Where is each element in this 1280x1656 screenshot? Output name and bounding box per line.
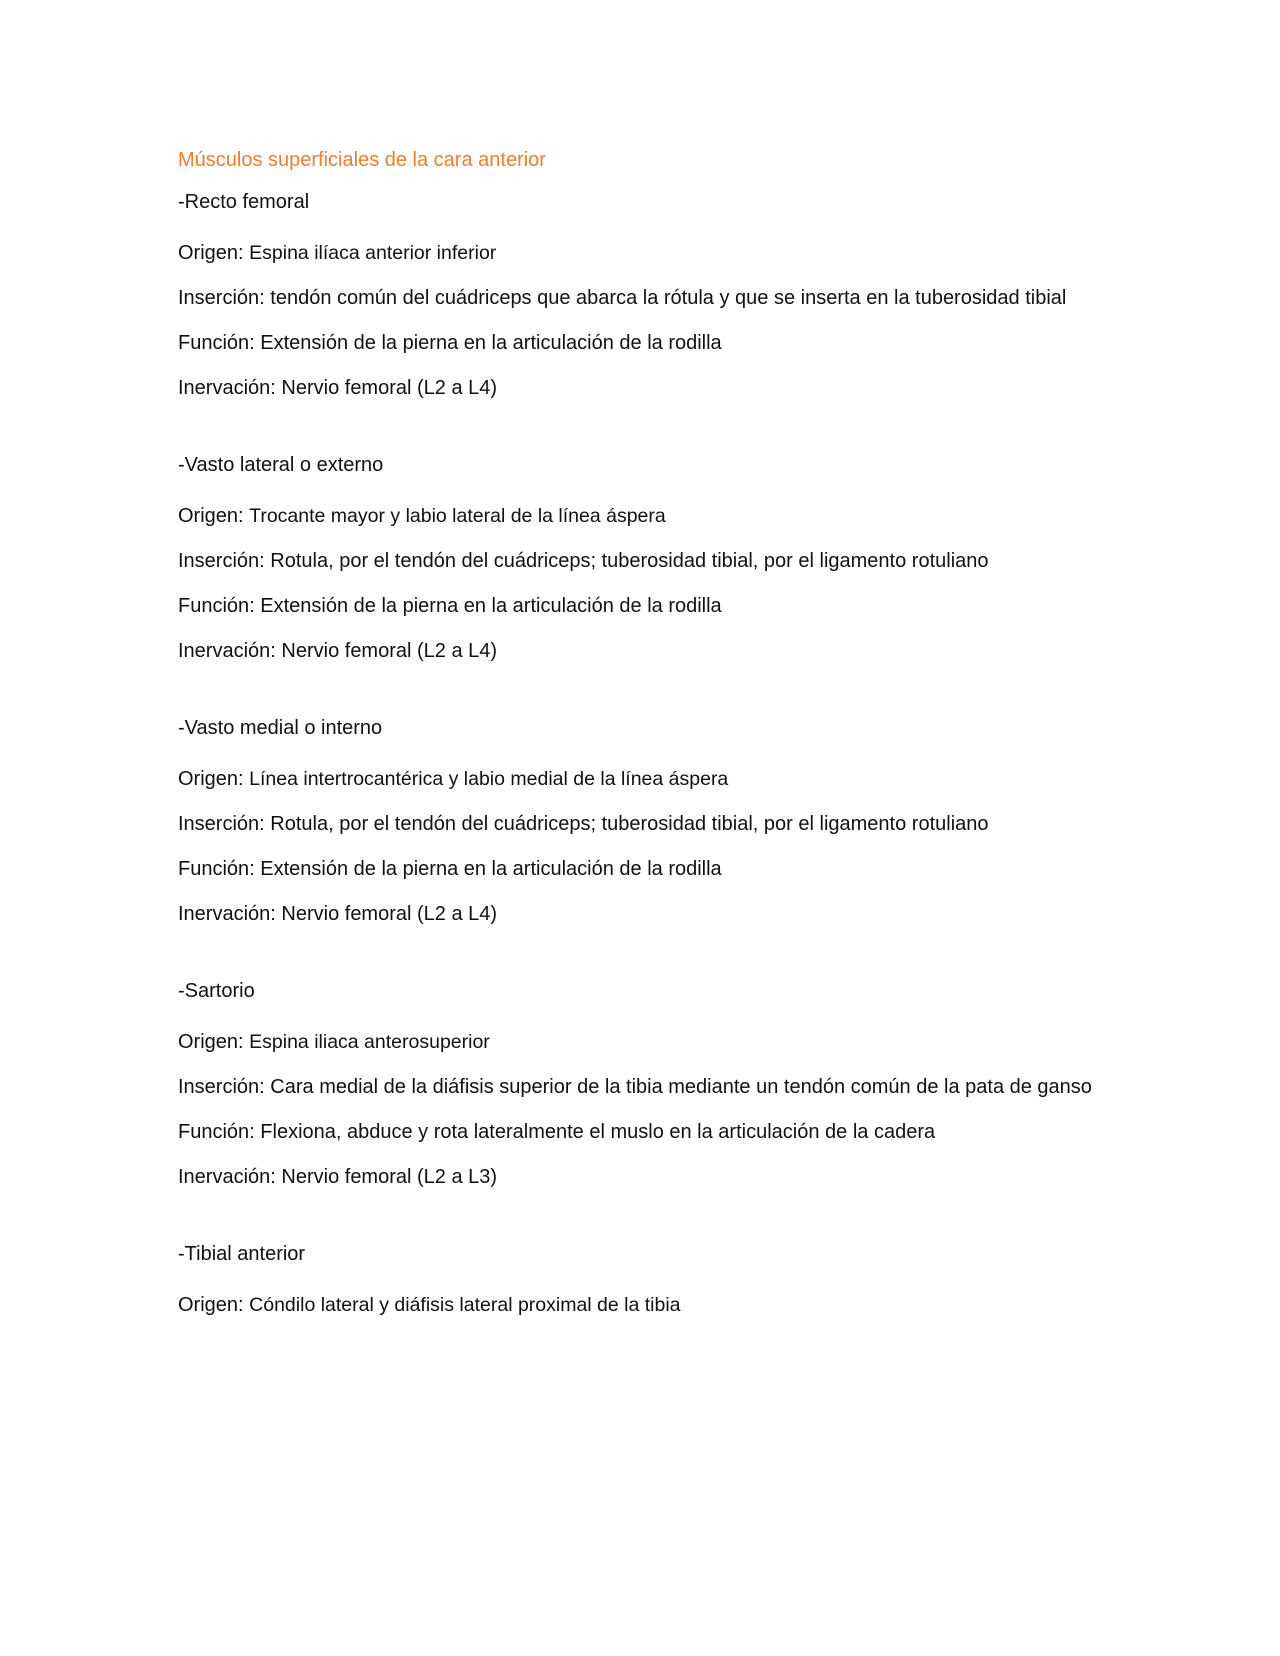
muscle-name: -Tibial anterior (178, 1243, 306, 1265)
muscle-entry (178, 977, 1098, 1193)
function-line (178, 591, 1098, 622)
innervation-line (178, 899, 1098, 930)
innervation-value: Nervio femoral (L2 a L3) (281, 1166, 498, 1188)
insertion-value: Rotula, por el tendón del cuádriceps; tuberosidad tibial, por el ligamento rotuliano (270, 550, 989, 572)
section-heading: Músculos superficiales de la cara anterior (178, 149, 546, 171)
muscle-name: -Sartorio (178, 980, 255, 1002)
origin-label: Origen: (178, 768, 244, 790)
innervation-line (178, 1162, 1098, 1193)
innervation-label: Inervación: (178, 903, 276, 925)
function-line (178, 1117, 1098, 1148)
origin-value: Cóndilo lateral y diáfisis lateral proximal de la tibia (249, 1294, 681, 1316)
innervation-value: Nervio femoral (L2 a L4) (281, 377, 498, 399)
innervation-value: Nervio femoral (L2 a L4) (281, 640, 498, 662)
insertion-line (178, 809, 1098, 840)
origin-line (178, 238, 1098, 269)
function-label: Función: (178, 595, 255, 617)
muscle-entry (178, 714, 1098, 930)
origin-line (178, 1027, 1098, 1058)
muscle-name: -Vasto lateral o externo (178, 454, 384, 476)
function-label: Función: (178, 1121, 255, 1143)
insertion-value: Cara medial de la diáfisis superior de la tibia mediante un tendón común de la pata de ganso (270, 1076, 1092, 1098)
origin-label: Origen: (178, 242, 244, 264)
origin-value: Espina iliaca anterosuperior (249, 1031, 490, 1053)
function-value: Flexiona, abduce y rota lateralmente el muslo en la articulación de la cadera (260, 1121, 936, 1143)
innervation-label: Inervación: (178, 377, 276, 399)
muscle-entry (178, 188, 1098, 404)
innervation-line (178, 373, 1098, 404)
origin-value: Espina ilíaca anterior inferior (249, 242, 497, 264)
insertion-value: Rotula, por el tendón del cuádriceps; tuberosidad tibial, por el ligamento rotuliano (270, 813, 989, 835)
origin-label: Origen: (178, 1031, 244, 1053)
innervation-line (178, 636, 1098, 667)
innervation-label: Inervación: (178, 1166, 276, 1188)
muscle-name: -Vasto medial o interno (178, 717, 383, 739)
origin-line (178, 1290, 1098, 1321)
origin-value: Trocante mayor y labio lateral de la línea áspera (249, 505, 666, 527)
function-value: Extensión de la pierna en la articulación de la rodilla (260, 332, 722, 354)
insertion-label: Inserción: (178, 550, 265, 572)
origin-label: Origen: (178, 1294, 244, 1316)
origin-value: Línea intertrocantérica y labio medial de la línea áspera (249, 768, 729, 790)
insertion-label: Inserción: (178, 1076, 265, 1098)
muscle-name: -Recto femoral (178, 191, 310, 213)
origin-line (178, 501, 1098, 532)
origin-line (178, 764, 1098, 795)
insertion-line (178, 283, 1098, 314)
function-line (178, 854, 1098, 885)
document-body (178, 146, 1098, 1321)
function-line (178, 328, 1098, 359)
muscle-entry (178, 1240, 1098, 1321)
insertion-label: Inserción: (178, 813, 265, 835)
insertion-label: Inserción: (178, 287, 265, 309)
insertion-line (178, 546, 1098, 577)
insertion-value: tendón común del cuádriceps que abarca la rótula y que se inserta en la tuberosidad tibial (270, 287, 1067, 309)
innervation-value: Nervio femoral (L2 a L4) (281, 903, 498, 925)
muscle-entry (178, 451, 1098, 667)
function-label: Función: (178, 332, 255, 354)
innervation-label: Inervación: (178, 640, 276, 662)
function-label: Función: (178, 858, 255, 880)
origin-label: Origen: (178, 505, 244, 527)
function-value: Extensión de la pierna en la articulación de la rodilla (260, 595, 722, 617)
function-value: Extensión de la pierna en la articulación de la rodilla (260, 858, 722, 880)
insertion-line (178, 1072, 1098, 1103)
